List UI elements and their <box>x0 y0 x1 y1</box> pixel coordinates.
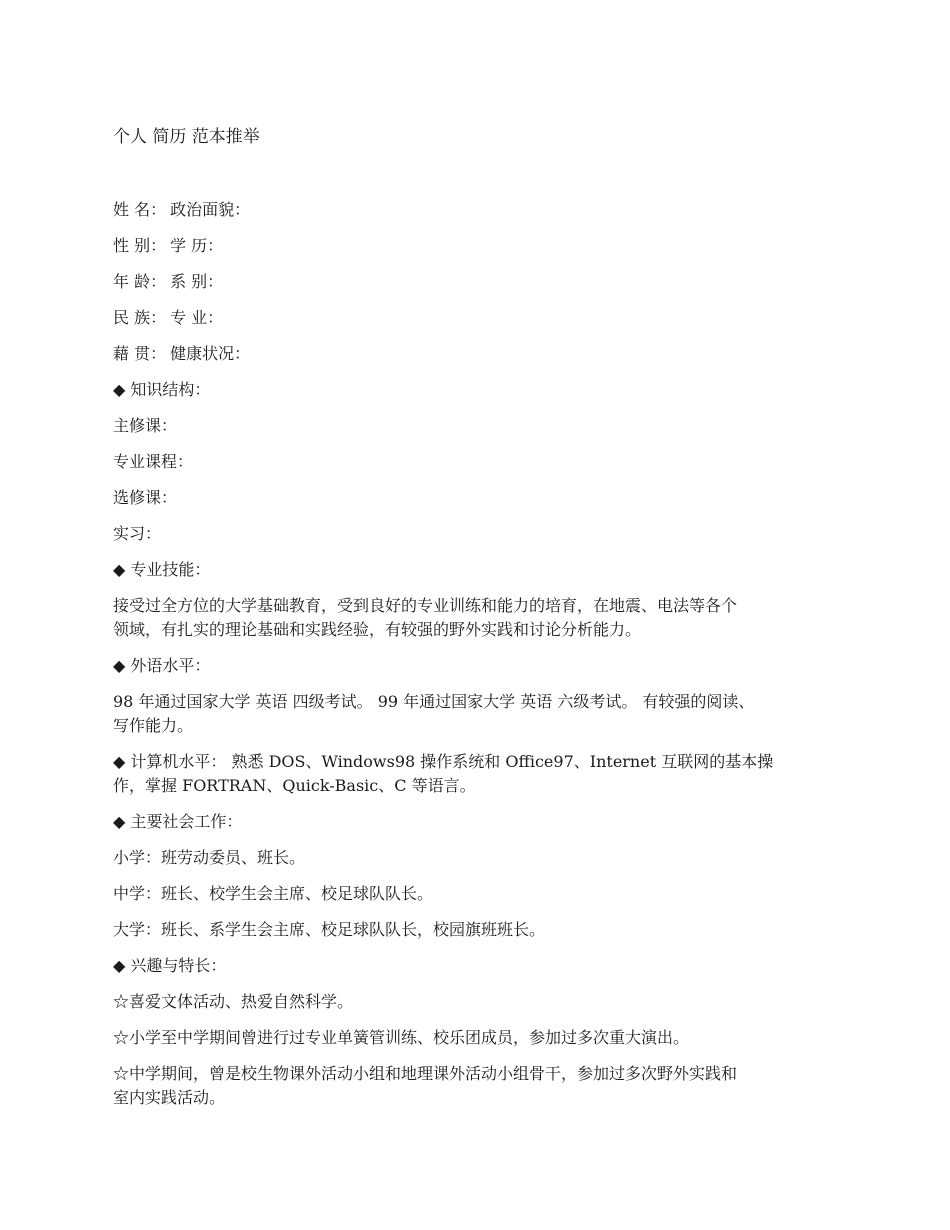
knowledge-item-major-courses: 专业课程： <box>113 452 194 471</box>
social-work-item-university: 大学：班长、系学生会主席、校足球队队长，校园旗班班长。 <box>113 920 546 939</box>
section-heading-language: ◆ 外语水平： <box>113 656 211 675</box>
interest-line: ☆中学期间，曾是校生物课外活动小组和地理课外活动小组骨干，参加过多次野外实践和 <box>113 1064 738 1083</box>
basic-info-row-gender <box>113 234 843 258</box>
knowledge-item-electives: 选修课： <box>113 488 178 507</box>
language-paragraph <box>113 690 843 738</box>
field-label-hometown: 藉 贯： <box>113 344 167 363</box>
interest-item-multiline <box>113 1062 843 1110</box>
field-label-department: 系 别： <box>170 272 224 291</box>
social-work-item-middle: 中学：班长、校学生会主席、校足球队队长。 <box>113 884 434 903</box>
interest-item: ☆小学至中学期间曾进行过专业单簧管训练、校乐团成员，参加过多次重大演出。 <box>113 1028 690 1047</box>
section-heading-interests: ◆ 兴趣与特长： <box>113 956 227 975</box>
section-heading-skills: ◆ 专业技能： <box>113 560 211 579</box>
interest-item: ☆喜爱文体活动、热爱自然科学。 <box>113 992 354 1011</box>
document-title: 个人 简历 范本推举 <box>113 127 260 147</box>
skills-line: 领域，有扎实的理论基础和实践经验，有较强的野外实践和讨论分析能力。 <box>113 620 642 639</box>
skills-line: 接受过全方位的大学基础教育，受到良好的专业训练和能力的培育，在地震、电法等各个 <box>113 596 738 615</box>
interest-line: 室内实践活动。 <box>113 1088 226 1107</box>
field-label-name: 姓 名： <box>113 200 167 219</box>
computer-line: 作，掌握 FORTRAN、Quick-Basic、C 等语言。 <box>113 776 476 795</box>
basic-info-row-name <box>113 198 843 222</box>
field-label-major: 专 业： <box>170 308 224 327</box>
section-heading-knowledge: ◆ 知识结构： <box>113 380 211 399</box>
knowledge-item-internship: 实习： <box>113 524 162 543</box>
field-label-gender: 性 别： <box>113 236 167 255</box>
field-label-health: 健康状况： <box>170 344 251 363</box>
language-line: 写作能力。 <box>113 716 194 735</box>
field-label-ethnicity: 民 族： <box>113 308 167 327</box>
field-label-education: 学 历： <box>170 236 224 255</box>
basic-info-row-hometown <box>113 342 843 366</box>
social-work-item-primary: 小学：班劳动委员、班长。 <box>113 848 306 867</box>
basic-info-row-age <box>113 270 843 294</box>
basic-info-row-ethnicity <box>113 306 843 330</box>
resume-body <box>113 198 843 1122</box>
computer-paragraph <box>113 750 843 798</box>
knowledge-item-main-courses: 主修课： <box>113 416 178 435</box>
field-label-age: 年 龄： <box>113 272 167 291</box>
skills-paragraph <box>113 594 843 642</box>
section-heading-social-work: ◆ 主要社会工作： <box>113 812 243 831</box>
computer-line: ◆ 计算机水平： 熟悉 DOS、Windows98 操作系统和 Office97、Internet 互联网的基本操 <box>113 752 774 771</box>
language-line: 98 年通过国家大学 英语 四级考试。 99 年通过国家大学 英语 六级考试。 有较强的阅读、 <box>113 692 755 711</box>
field-label-political-status: 政治面貌： <box>170 200 251 219</box>
